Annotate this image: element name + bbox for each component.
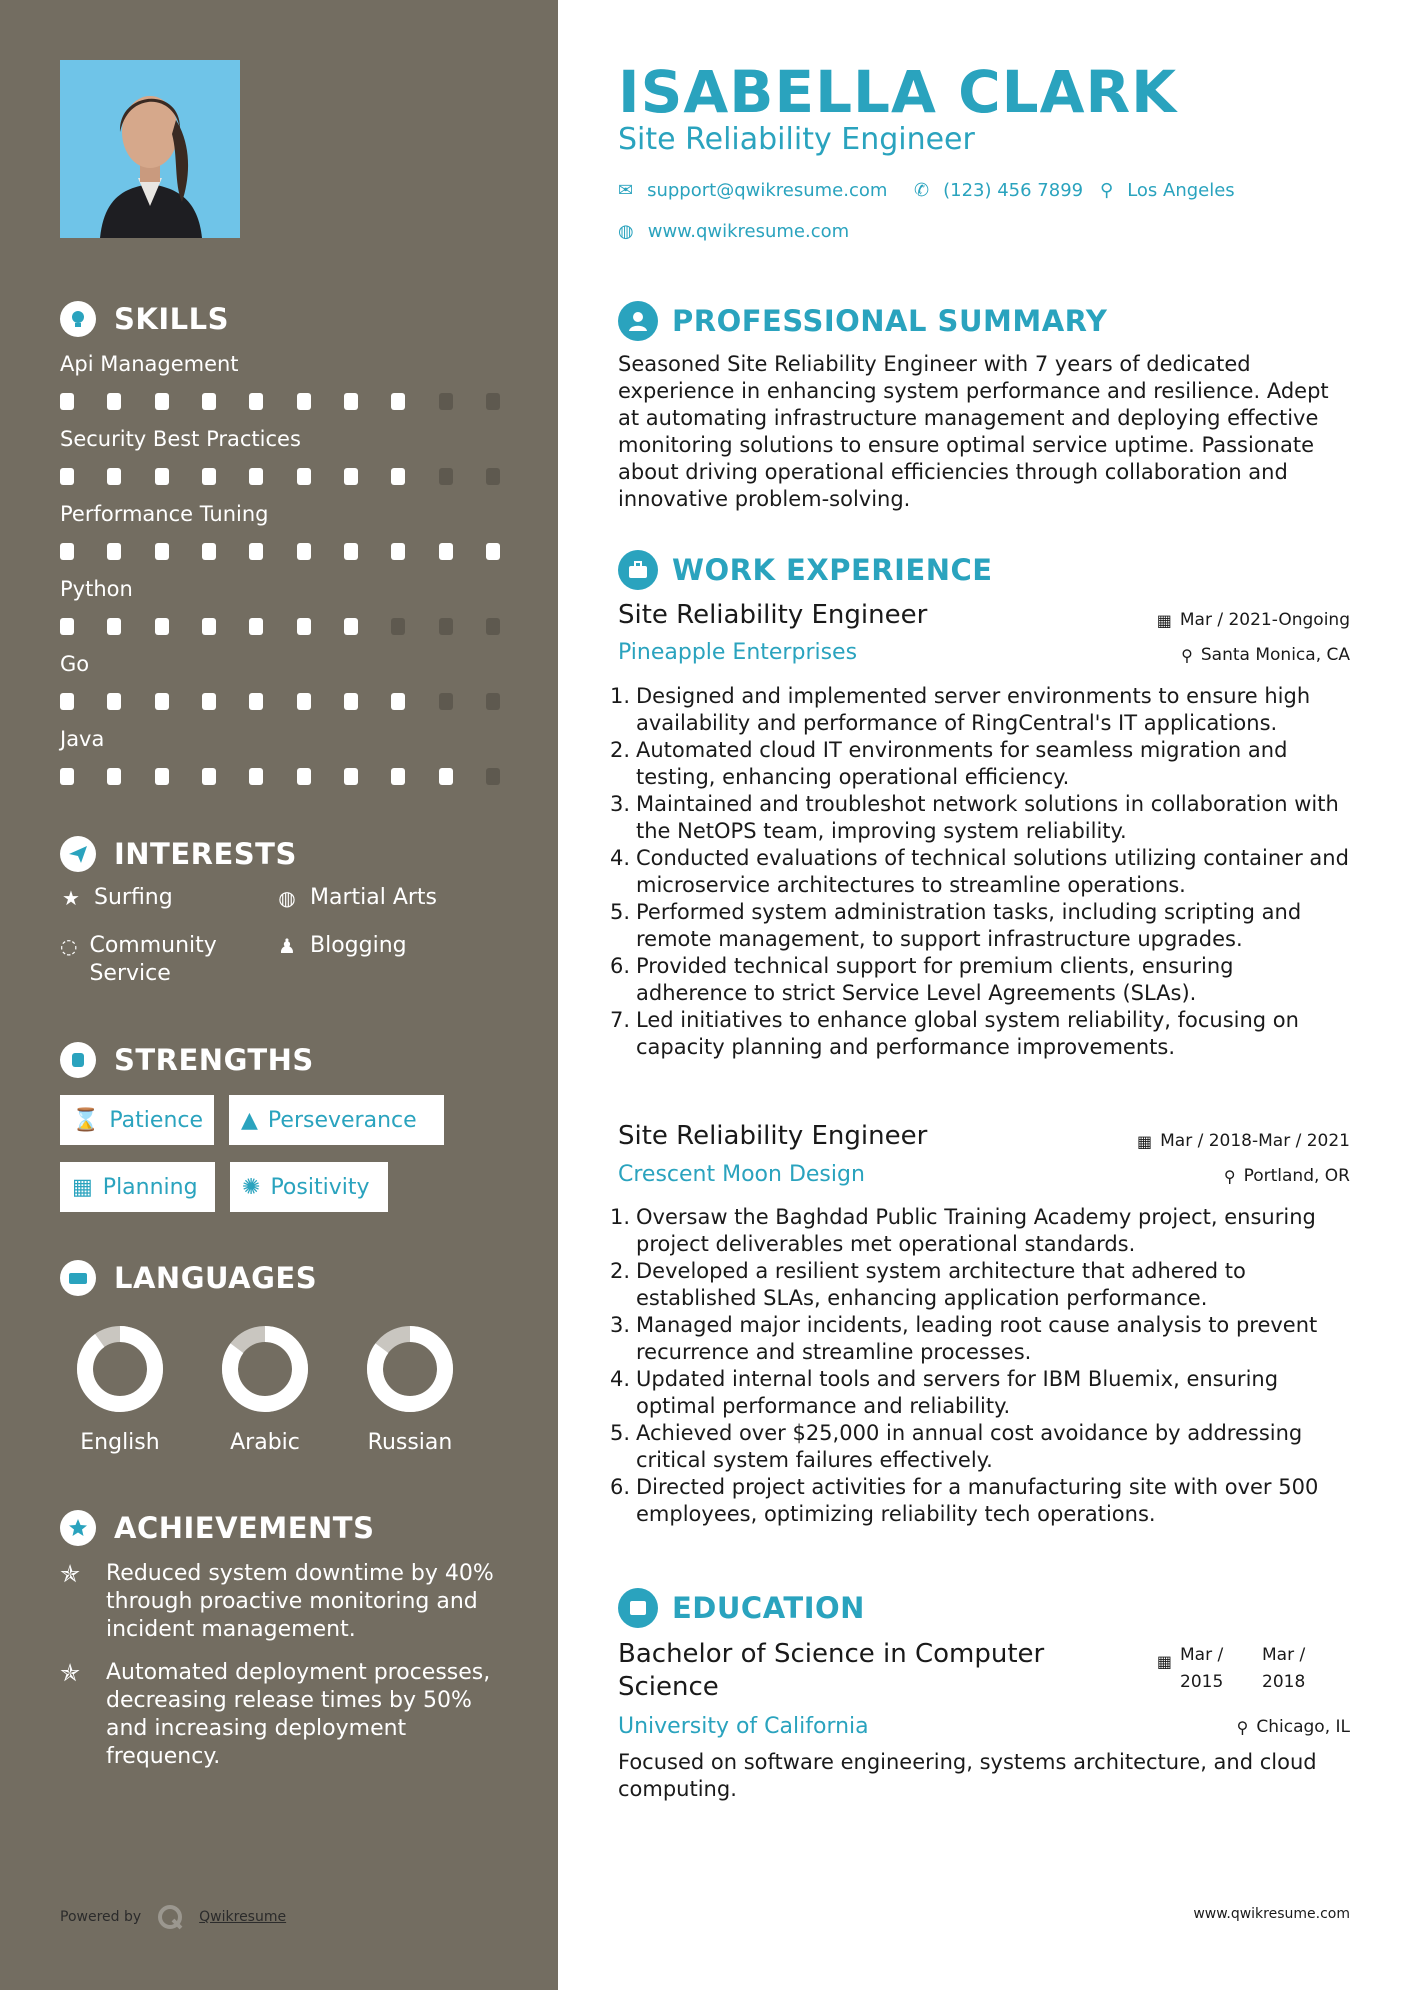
skill-dot xyxy=(486,543,500,560)
skill-dot xyxy=(60,393,74,410)
skill-item xyxy=(60,502,500,560)
skill-item xyxy=(60,652,500,710)
list-item: 6. Directed project activities for a manufacturing site with over 500 employees, optimizing reliability tech operations. xyxy=(610,1475,1319,1526)
list-item: 5. Performed system administration tasks, including scripting and remote management, to support infrastructure upgrades. xyxy=(610,900,1302,951)
strength-badge: ✺ Positivity xyxy=(230,1162,388,1212)
language-proficiency-donut xyxy=(367,1326,453,1412)
users-icon: ♟ xyxy=(278,934,296,958)
skill-dot xyxy=(107,693,121,710)
language-item xyxy=(195,1326,335,1455)
list-item: 4. Conducted evaluations of technical solutions utilizing container and microservice architectures to streamline operations. xyxy=(610,846,1349,897)
envelope-icon: ✉ xyxy=(618,180,634,201)
skill-name: Go xyxy=(60,652,90,676)
phone-contact[interactable]: ✆ (123) 456 7899 xyxy=(914,180,1084,201)
candidate-role: Site Reliability Engineer xyxy=(618,122,975,157)
calendar-icon: ▦ xyxy=(1156,610,1172,630)
powered-by: Powered by Qwikresume xyxy=(60,1902,286,1932)
skill-dot xyxy=(249,768,263,785)
list-item: 4. Updated internal tools and servers for IBM Bluemix, ensuring optimal performance and reliability. xyxy=(610,1367,1279,1418)
skill-item xyxy=(60,727,500,785)
strengths-title: STRENGTHS xyxy=(114,1043,314,1077)
degree-title: Bachelor of Science in Computer Science xyxy=(618,1639,1045,1702)
skill-name: Python xyxy=(60,577,133,601)
skill-dot xyxy=(60,618,74,635)
skill-dot xyxy=(202,768,216,785)
skill-dot xyxy=(155,393,169,410)
skill-item xyxy=(60,427,500,485)
skill-dot xyxy=(249,393,263,410)
achievement-item: ✯ Automated deployment processes, decreasing release times by 50% and increasing deployment frequency. xyxy=(60,1659,491,1769)
job-title: Site Reliability Engineer xyxy=(618,1121,928,1151)
skill-dot xyxy=(344,543,358,560)
interest-item: ◍ Martial Arts xyxy=(276,884,437,912)
language-name: Russian xyxy=(367,1430,453,1455)
skill-dot xyxy=(391,393,405,410)
job-dates: ▦ Mar / 2021-Ongoing xyxy=(1156,610,1350,630)
skill-dot xyxy=(391,768,405,785)
sidebar xyxy=(0,0,558,1990)
skill-dot xyxy=(486,468,500,485)
skill-dot xyxy=(202,618,216,635)
skill-dot xyxy=(155,468,169,485)
languages-title: LANGUAGES xyxy=(114,1261,318,1295)
skill-dot xyxy=(155,543,169,560)
globe-icon: ◍ xyxy=(278,886,296,910)
strength-badge: ⌛ Patience xyxy=(60,1095,214,1145)
skill-name: Performance Tuning xyxy=(60,502,269,526)
skill-dot xyxy=(297,468,311,485)
job-location: ⚲ Portland, OR xyxy=(1223,1166,1350,1186)
company-name: Crescent Moon Design xyxy=(618,1162,865,1187)
skill-dot xyxy=(107,543,121,560)
road-icon: ▲ xyxy=(241,1107,258,1133)
star-badge-icon xyxy=(60,1510,96,1546)
interest-item: ◌ Community Service xyxy=(60,933,217,986)
interest-item: ♟ Blogging xyxy=(276,932,407,960)
email-contact[interactable]: ✉ support@qwikresume.com xyxy=(618,180,888,201)
skill-level-dots xyxy=(60,618,500,635)
skill-dot xyxy=(344,393,358,410)
job-title: Site Reliability Engineer xyxy=(618,600,928,630)
map-pin-icon: ⚲ xyxy=(1100,180,1114,201)
summary-text: Seasoned Site Reliability Engineer with 7 years of dedicated experience in enhancing system performance and resilience. Adept at automating infrastructure management and deploying effective monitoring solutions to ensure optimal service uptime. Passionate about driving operational efficiencies through collaboration and innovative problem-solving. xyxy=(618,352,1329,511)
skill-dot xyxy=(202,543,216,560)
education-heading: EDUCATION xyxy=(618,1588,865,1628)
website-contact[interactable]: ◍ www.qwikresume.com xyxy=(618,221,850,242)
skill-dot xyxy=(391,618,405,635)
badge-icon: ◌ xyxy=(60,934,78,958)
skill-dot xyxy=(344,618,358,635)
achievements-title: ACHIEVEMENTS xyxy=(114,1511,375,1545)
skill-dot xyxy=(344,768,358,785)
skill-dot xyxy=(249,543,263,560)
language-item xyxy=(340,1326,480,1455)
skill-level-dots xyxy=(60,543,500,560)
skill-dot xyxy=(486,618,500,635)
skill-dot xyxy=(297,393,311,410)
education-text: Focused on software engineering, systems architecture, and cloud computing. xyxy=(618,1750,1317,1801)
skill-item xyxy=(60,352,500,410)
summary-heading: PROFESSIONAL SUMMARY xyxy=(618,301,1107,341)
briefcase-icon xyxy=(618,550,658,590)
skill-dot xyxy=(391,693,405,710)
skill-dot xyxy=(439,393,453,410)
list-item: 7. Led initiatives to enhance global system reliability, focusing on capacity planning and performance improvements. xyxy=(610,1008,1299,1059)
interests-title: INTERESTS xyxy=(114,837,297,871)
paper-plane-icon xyxy=(60,836,96,872)
avatar xyxy=(60,60,240,238)
experience-heading: WORK EXPERIENCE xyxy=(618,550,993,590)
job-bullets xyxy=(610,683,1350,1061)
graduation-icon xyxy=(618,1588,658,1628)
job-dates: ▦ Mar / 2018-Mar / 2021 xyxy=(1136,1131,1350,1151)
list-item: 1. Oversaw the Baghdad Public Training Academy project, ensuring project deliverables met operational standards. xyxy=(610,1205,1316,1256)
language-name: English xyxy=(80,1430,160,1455)
strength-badge: ▦ Planning xyxy=(60,1162,215,1212)
trophy-star-icon: ✯ xyxy=(60,1560,81,1588)
profile-photo xyxy=(60,60,240,238)
globe-icon: ◍ xyxy=(618,221,634,242)
skill-dot xyxy=(249,468,263,485)
language-item xyxy=(50,1326,190,1455)
interest-item: ★ Surfing xyxy=(60,884,173,912)
lightbulb-icon xyxy=(60,301,96,337)
list-item: 5. Achieved over $25,000 in annual cost avoidance by addressing critical system failures effectively. xyxy=(610,1421,1303,1472)
user-icon xyxy=(618,301,658,341)
skill-dot xyxy=(249,618,263,635)
skill-item xyxy=(60,577,500,635)
skill-dot xyxy=(107,468,121,485)
calendar-icon: ▦ xyxy=(1136,1131,1153,1151)
star-icon: ★ xyxy=(62,886,80,910)
skill-dot xyxy=(155,693,169,710)
list-item: 1. Designed and implemented server environments to ensure high availability and performance of RingCentral's IT applications. xyxy=(610,684,1311,735)
skill-dot xyxy=(202,468,216,485)
candidate-name: ISABELLA CLARK xyxy=(618,58,1178,126)
skills-heading xyxy=(60,301,229,337)
skill-dot xyxy=(297,768,311,785)
footer-url[interactable]: www.qwikresume.com xyxy=(1193,1906,1350,1922)
education-dates: ▦ Mar / 2015 Mar / 2018 xyxy=(1156,1645,1306,1692)
job-bullets xyxy=(610,1204,1350,1528)
list-item: 2. Developed a resilient system architecture that adhered to established SLAs, enhancing application performance. xyxy=(610,1259,1246,1310)
list-item: 3. Maintained and troubleshot network solutions in collaboration with the NetOPS team, improving system reliability. xyxy=(610,792,1339,843)
strengths-heading xyxy=(60,1042,314,1078)
list-item: 2. Automated cloud IT environments for seamless migration and testing, enhancing operational efficiency. xyxy=(610,738,1288,789)
skill-dot xyxy=(249,693,263,710)
skill-name: Api Management xyxy=(60,352,239,376)
qwikresume-logo-icon xyxy=(155,1902,185,1932)
location-contact: ⚲ Los Angeles xyxy=(1100,180,1235,201)
calendar-icon: ▦ xyxy=(1156,1652,1172,1671)
donut-fill xyxy=(85,1334,155,1404)
skills-title: SKILLS xyxy=(114,302,229,336)
skill-level-dots xyxy=(60,768,500,785)
list-item: 3. Managed major incidents, leading root cause analysis to prevent recurrence and streamline processes. xyxy=(610,1313,1318,1364)
pin-icon: ⚲ xyxy=(1236,1717,1249,1737)
education-location: ⚲ Chicago, IL xyxy=(1236,1717,1350,1737)
languages-heading xyxy=(60,1260,317,1296)
skill-dot xyxy=(297,618,311,635)
language-icon xyxy=(60,1260,96,1296)
skill-level-dots xyxy=(60,393,500,410)
language-name: Arabic xyxy=(230,1430,300,1455)
skill-dot xyxy=(344,468,358,485)
skill-dot xyxy=(391,468,405,485)
language-proficiency-donut xyxy=(77,1326,163,1412)
skill-dot xyxy=(439,543,453,560)
language-proficiency-donut xyxy=(222,1326,308,1412)
trophy-star-icon: ✯ xyxy=(60,1659,81,1687)
strength-badge: ▲ Perseverance xyxy=(229,1095,444,1145)
skill-dot xyxy=(107,768,121,785)
skill-dot xyxy=(439,618,453,635)
skill-dot xyxy=(60,543,74,560)
skill-dot xyxy=(439,693,453,710)
skill-dot xyxy=(297,693,311,710)
skill-dot xyxy=(486,393,500,410)
phone-icon: ✆ xyxy=(914,180,930,201)
pin-icon: ⚲ xyxy=(1223,1166,1236,1186)
skill-dot xyxy=(391,543,405,560)
company-name: Pineapple Enterprises xyxy=(618,640,858,665)
achievement-item: ✯ Reduced system downtime by 40% through proactive monitoring and incident management. xyxy=(60,1560,494,1642)
skill-dot xyxy=(107,618,121,635)
list-item: 6. Provided technical support for premium clients, ensuring adherence to strict Service Level Agreements (SLAs). xyxy=(610,954,1234,1005)
skill-name: Java xyxy=(60,727,105,751)
hourglass-icon: ⌛ xyxy=(72,1107,100,1133)
skill-dot xyxy=(60,468,74,485)
skill-dot xyxy=(439,768,453,785)
skill-dot xyxy=(297,543,311,560)
skill-dot xyxy=(486,693,500,710)
school-name: University of California xyxy=(618,1714,869,1739)
sun-icon: ✺ xyxy=(242,1174,261,1200)
skill-dot xyxy=(202,693,216,710)
calendar-icon: ▦ xyxy=(72,1174,93,1200)
skill-dot xyxy=(202,393,216,410)
skill-level-dots xyxy=(60,468,500,485)
skill-dot xyxy=(60,693,74,710)
job-location: ⚲ Santa Monica, CA xyxy=(1181,645,1350,665)
pin-icon: ⚲ xyxy=(1181,645,1193,665)
skill-level-dots xyxy=(60,693,500,710)
skill-dot xyxy=(439,468,453,485)
skill-dot xyxy=(155,618,169,635)
skill-dot xyxy=(107,393,121,410)
achievements-heading xyxy=(60,1510,374,1546)
brand-link[interactable]: Qwikresume xyxy=(199,1909,287,1925)
interests-heading xyxy=(60,836,297,872)
main-content xyxy=(610,0,1350,1990)
skill-dot xyxy=(344,693,358,710)
skill-dot xyxy=(486,768,500,785)
skill-name: Security Best Practices xyxy=(60,427,301,451)
skill-dot xyxy=(60,768,74,785)
skill-dot xyxy=(155,768,169,785)
fist-icon xyxy=(60,1042,96,1078)
